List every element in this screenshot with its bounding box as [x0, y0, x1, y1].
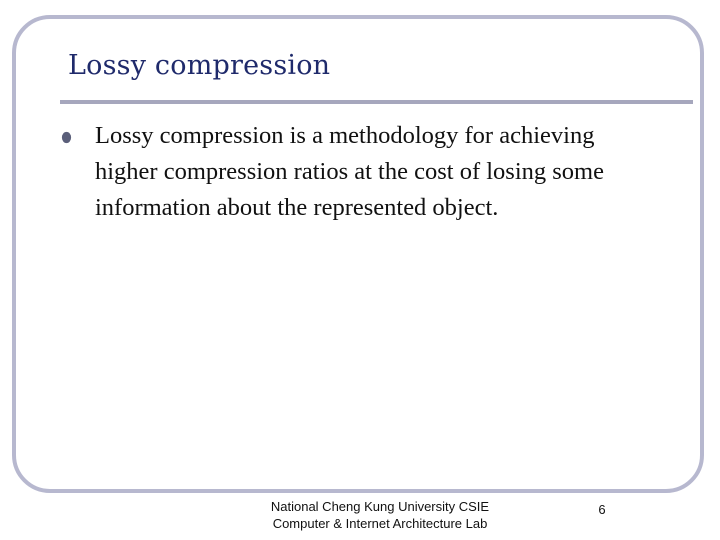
slide-footer — [240, 498, 520, 532]
slide-frame — [12, 15, 704, 493]
bullet-dot-icon — [60, 131, 72, 143]
title-divider — [60, 100, 693, 104]
footer-line-2: Computer & Internet Architecture Lab — [272, 516, 488, 531]
footer-line-1: National Cheng Kung University CSIE — [270, 499, 490, 514]
page-number: 6 — [598, 502, 606, 517]
bullet-text: Lossy compression is a methodology for achieving higher compression ratios at the cost of losing some information about the represented object. — [95, 122, 604, 221]
slide-title: Lossy compression — [68, 50, 331, 81]
